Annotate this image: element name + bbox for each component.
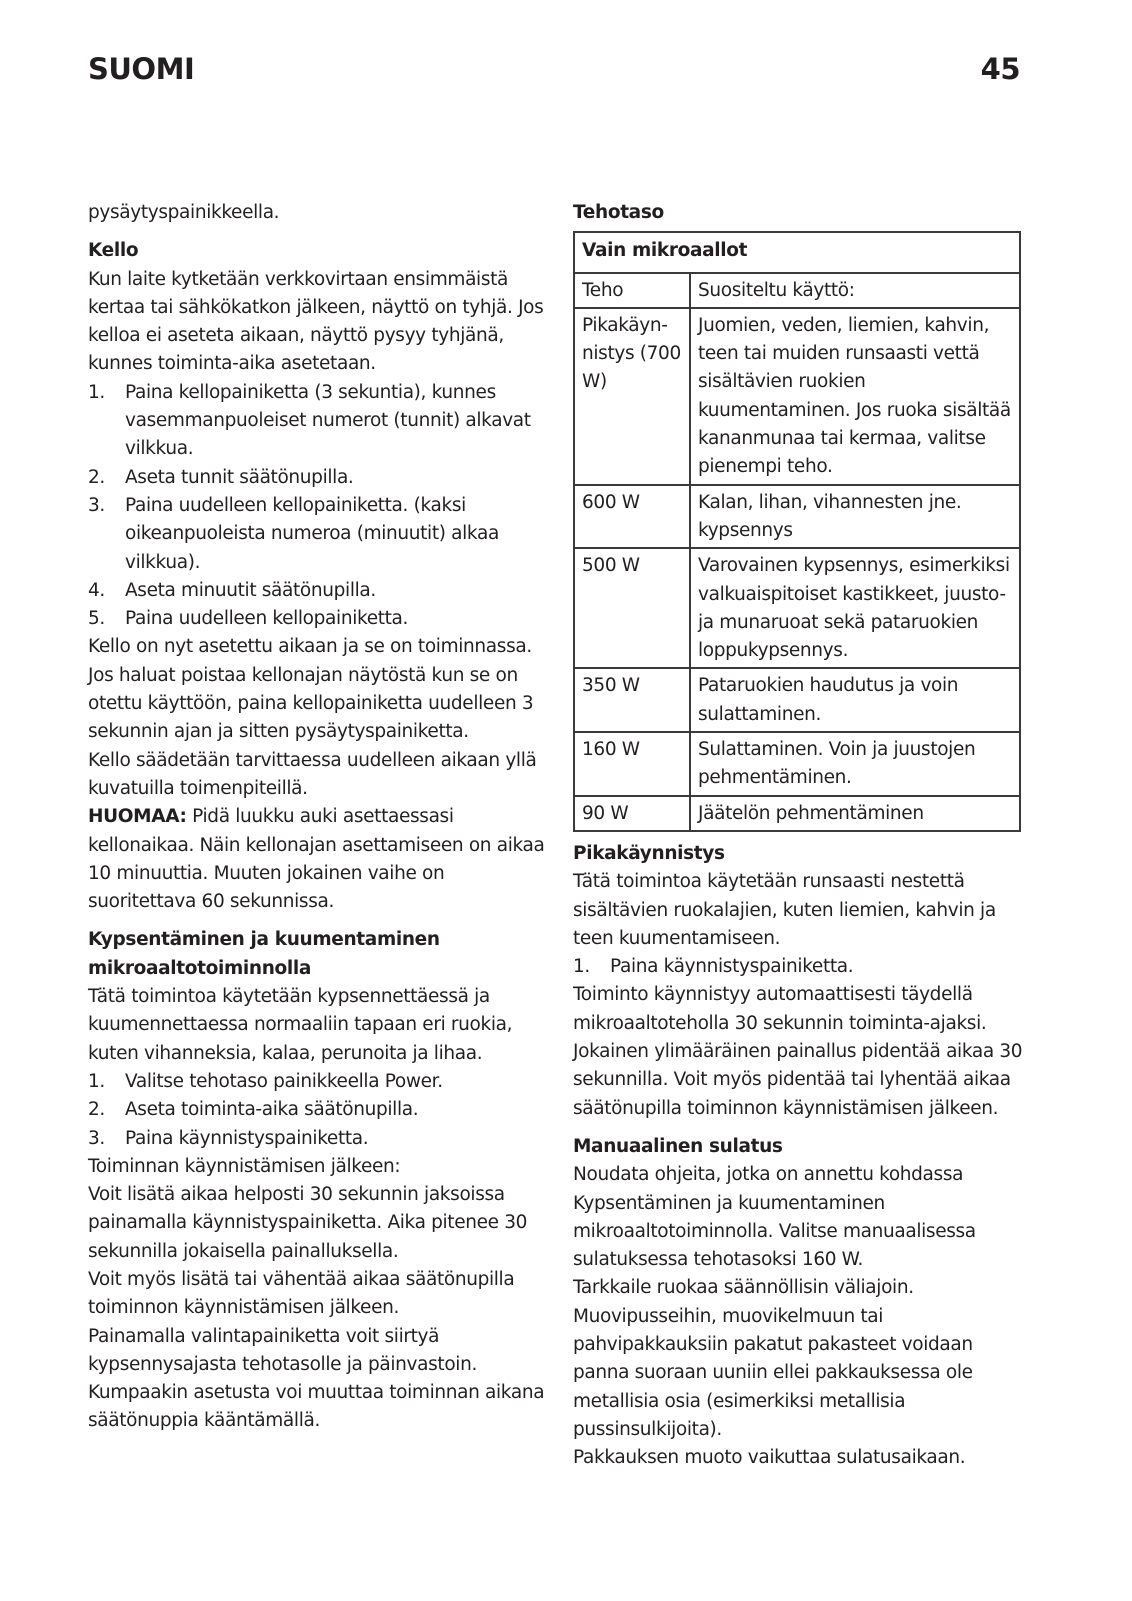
note-label: HUOMAA: <box>88 806 187 828</box>
list-item: 2. Aseta tunnit säätönupilla. <box>88 466 354 488</box>
table-row <box>574 548 1020 668</box>
manual-defrost-paragraph-1: Noudata ohjeita, jotka on annettu kohdassa Kypsentäminen ja kuumentaminen mikroaaltotoiminnolla. Valitse manuaalisessa sulatuksessa tehotasoksi 160 W. <box>573 1164 976 1271</box>
section-title: SUOMI <box>88 52 195 86</box>
clock-after-3: Kello säädetään tarvittaessa uudelleen aikaan yllä kuvatuilla toimenpiteillä. <box>88 749 537 799</box>
right-column <box>573 199 1023 1472</box>
list-item: 4. Aseta minuutit säätönupilla. <box>88 579 376 601</box>
clock-section <box>88 237 548 916</box>
clock-paragraph: Kun laite kytketään verkkovirtaan ensimmäistä kertaa tai sähkökatkon jälkeen, näyttö on tyhjä. Jos kelloa ei aseteta aikaan, näyttö pysyy tyhjänä, kunnes toiminta-aika asetetaan. <box>88 268 544 375</box>
use-cell: Jäätelön pehmentäminen <box>690 796 1020 831</box>
table-row <box>574 796 1020 831</box>
clock-after-1: Kello on nyt asetettu aikaan ja se on toiminnassa. <box>88 636 532 658</box>
list-item: 3. Paina käynnistyspainiketta. <box>88 1127 369 1149</box>
table-title: Vain mikroaallot <box>574 232 1020 272</box>
microwave-after-1: Toiminnan käynnistämisen jälkeen: <box>88 1155 401 1177</box>
manual-defrost-paragraph-4: Pakkauksen muoto vaikuttaa sulatusaikaan. <box>573 1447 966 1469</box>
list-item: 3. Paina uudelleen kellopainiketta. (kaksi oikeanpuoleista numeroa (minuutit) alkaa vilkkua). <box>88 494 499 573</box>
manual-defrost-paragraph-3: Muovipusseihin, muovikelmuun tai pahvipakkauksiin pakatut pakasteet voidaan panna suoraan uuniin ellei pakkauksessa ole metallisia osia (esimerkiksi metallisia pussinsulkijoita). <box>573 1305 973 1440</box>
microwave-after-3: Voit myös lisätä tai vähentää aikaa säätönupilla toiminnon käynnistämisen jälkeen. <box>88 1268 515 1319</box>
quick-start-steps <box>573 953 1023 981</box>
power-cell: 160 W <box>574 732 690 796</box>
clock-after-2: Jos haluat poistaa kellonajan näytöstä kun se on otettu käyttöön, paina kellopainiketta uudelleen 3 sekunnin ajan ja sitten pysäytyspainiketta. <box>88 664 534 743</box>
list-item: 2. Aseta toiminta-aika säätönupilla. <box>88 1099 419 1121</box>
use-cell: Sulattaminen. Voin ja juustojen pehmentäminen. <box>690 732 1020 796</box>
power-cell: 600 W <box>574 485 690 549</box>
manual-defrost-heading: Manuaalinen sulatus <box>573 1135 783 1157</box>
list-item: 1. Paina kellopainiketta (3 sekuntia), kunnes vasemmanpuoleiset numerot (tunnit) alkavat vilkkua. <box>88 381 531 460</box>
table-row <box>574 308 1020 485</box>
quick-start-section <box>573 840 1023 1123</box>
list-item: 5. Paina uudelleen kellopainiketta. <box>88 608 409 630</box>
note-text: Pidä luukku auki asettaessasi kellonaikaa. Näin kellonajan asettamiseen on aikaa 10 minuuttia. Muuten jokainen vaihe on suoritettava 60 sekunnissa. <box>88 806 545 913</box>
microwave-section <box>88 926 548 1435</box>
use-cell: Pataruokien haudutus ja voin sulattaminen. <box>690 668 1020 732</box>
power-level-section <box>573 199 1023 832</box>
quick-start-after: Toiminto käynnistyy automaattisesti täydellä mikroaaltoteholla 30 sekunnin toiminta-ajaksi. Jokainen ylimääräinen painallus pidentää aikaa 30 sekunnilla. Voit myös pidentää tai lyhentää aikaa säätönupilla toiminnon käynnistämisen jälkeen. <box>573 984 1023 1119</box>
table-row <box>574 732 1020 796</box>
intro-line: pysäytyspainikkeella. <box>88 202 280 223</box>
power-level-heading: Tehotaso <box>573 202 664 223</box>
microwave-steps <box>88 1068 548 1153</box>
page-number: 45 <box>980 52 1020 86</box>
microwave-after-2: Voit lisätä aikaa helposti 30 sekunnin jaksoissa painamalla käynnistyspainiketta. Aika pitenee 30 sekunnilla jokaisella painalluksella. <box>88 1184 528 1262</box>
microwave-heading: Kypsentäminen ja kuumentaminen mikroaaltotoiminnolla <box>88 929 440 979</box>
power-table <box>573 231 1021 832</box>
list-item: 1. Paina käynnistyspainiketta. <box>573 956 854 978</box>
clock-heading: Kello <box>88 240 139 262</box>
use-cell: Juomien, veden, liemien, kahvin, teen tai muiden runsaasti vettä sisältävien ruokien kuumentaminen. Jos ruoka sisältää kananmunaa tai kermaa, valitse pienempi teho. <box>690 308 1020 485</box>
quick-start-heading: Pikakäynnistys <box>573 842 725 864</box>
power-cell: 500 W <box>574 548 690 668</box>
quick-start-paragraph: Tätä toimintoa käytetään runsaasti nestettä sisältävien ruokalajien, kuten liemien, kahvin ja teen kuumentamiseen. <box>573 871 996 949</box>
list-item: 1. Valitse tehotaso painikkeella Power. <box>88 1070 443 1092</box>
table-row <box>574 668 1020 732</box>
table-row <box>574 485 1020 549</box>
microwave-paragraph: Tätä toimintoa käytetään kypsennettäessä ja kuumennettaessa normaaliin tapaan eri ruokia, kuten vihanneksia, kalaa, perunoita ja lihaa. <box>88 986 513 1064</box>
column-header-use: Suositeltu käyttö: <box>690 273 1020 308</box>
manual-defrost-paragraph-2: Tarkkaile ruokaa säännöllisin väliajoin. <box>573 1277 914 1299</box>
power-cell: Pikakäyn-nistys (700 W) <box>574 308 690 485</box>
power-cell: 350 W <box>574 668 690 732</box>
column-header-power: Teho <box>574 273 690 308</box>
clock-note <box>88 803 548 916</box>
table-header-row <box>574 273 1020 308</box>
power-cell: 90 W <box>574 796 690 831</box>
use-cell: Varovainen kypsennys, esimerkiksi valkuaispitoiset kastikkeet, juusto- ja munaruoat sekä pataruokien loppukypsennys. <box>690 548 1020 668</box>
table-title-row <box>574 232 1020 272</box>
clock-steps <box>88 379 548 634</box>
use-cell: Kalan, lihan, vihannesten jne. kypsennys <box>690 485 1020 549</box>
microwave-after-4: Painamalla valintapainiketta voit siirtyä kypsennysajasta tehotasolle ja päinvastoin. Kumpaakin asetusta voi muuttaa toiminnan aikana säätönuppia kääntämällä. <box>88 1325 545 1432</box>
manual-defrost-section <box>573 1133 1023 1473</box>
left-column <box>88 199 548 1436</box>
